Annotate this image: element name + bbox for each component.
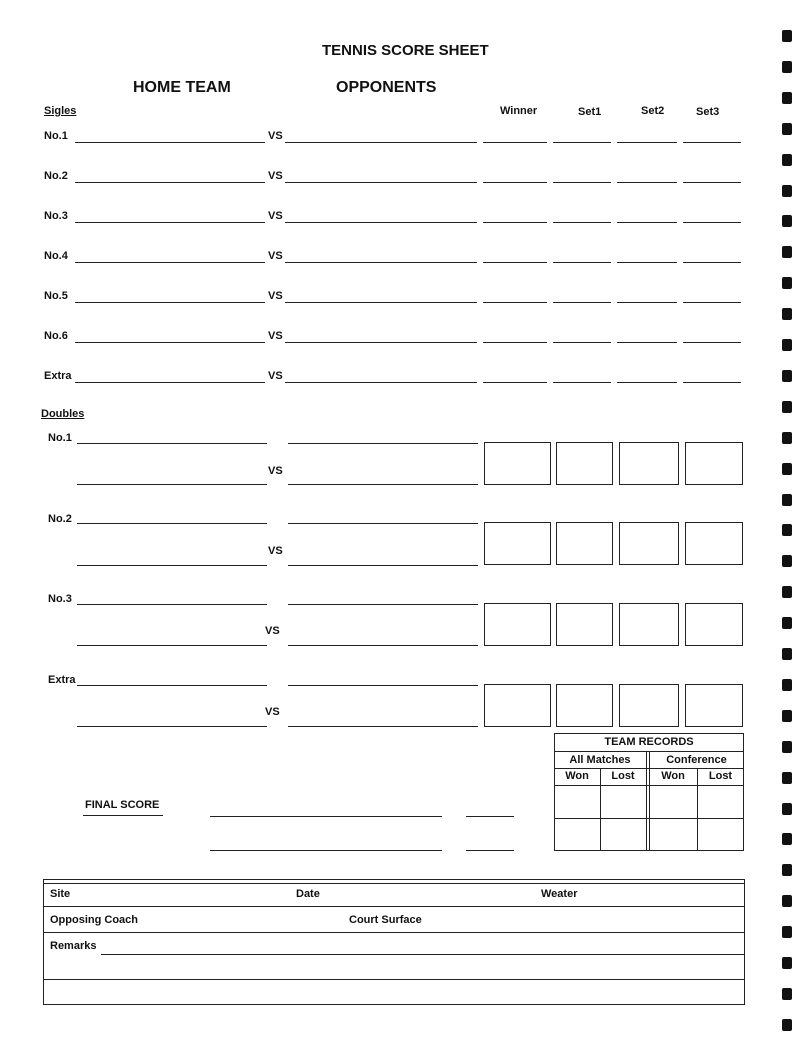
set2-line[interactable] [617,262,677,263]
divider [646,751,647,851]
binder-hole-mark [782,215,792,227]
final-opponent-score-line[interactable] [466,850,514,851]
set2-line[interactable] [617,142,677,143]
set1-line[interactable] [553,182,611,183]
binder-hole-mark [782,154,792,166]
remarks-label: Remarks [50,940,97,952]
opponent-player-line[interactable] [288,685,478,686]
binder-hole-mark [782,710,792,722]
doubles-row-label: Extra [48,674,76,686]
set3-box[interactable] [685,522,743,565]
binder-hole-mark [782,679,792,691]
final-score-underline [83,815,163,816]
binder-hole-mark [782,895,792,907]
vs-label: VS [265,625,280,637]
col-set2: Set2 [641,105,665,117]
home-player-line[interactable] [75,342,265,343]
set2-box[interactable] [619,442,679,485]
won-header: Won [565,770,589,782]
opponent-partner-line[interactable] [288,484,478,485]
opponent-player-line[interactable] [288,523,478,524]
binder-hole-mark [782,277,792,289]
singles-heading: Sigles [44,105,77,117]
won-header: Won [661,770,685,782]
vs-label: VS [268,130,283,142]
conf-lost-cell[interactable] [698,786,743,817]
set2-line[interactable] [617,382,677,383]
set1-box[interactable] [556,522,613,565]
home-partner-line[interactable] [77,484,267,485]
opponent-player-line[interactable] [285,222,477,223]
col-set1: Set1 [578,106,602,118]
set2-line[interactable] [617,302,677,303]
doubles-row-label: No.1 [48,432,72,444]
singles-row-label: Extra [44,370,72,382]
opponent-player-line[interactable] [285,182,477,183]
set1-line[interactable] [553,262,611,263]
vs-label: VS [268,330,283,342]
singles-row-label: No.6 [44,330,68,342]
binder-hole-mark [782,524,792,536]
home-player-line[interactable] [77,443,267,444]
set3-line[interactable] [683,382,741,383]
winner-box[interactable] [484,522,551,565]
vs-label: VS [268,465,283,477]
site-date-weather-field[interactable] [80,884,740,906]
winner-box[interactable] [484,603,551,646]
winner-box[interactable] [484,684,551,727]
set3-line[interactable] [683,302,741,303]
col-winner: Winner [500,105,538,117]
home-team-label: HOME TEAM [133,79,231,96]
set3-line[interactable] [683,142,741,143]
home-player-line[interactable] [75,262,265,263]
binder-hole-mark [782,463,792,475]
conf-won-cell[interactable] [650,786,696,817]
vs-label: VS [265,706,280,718]
singles-row-label: No.3 [44,210,68,222]
binder-hole-mark [782,741,792,753]
home-partner-line[interactable] [77,726,267,727]
all-lost-cell[interactable] [601,819,645,850]
set2-line[interactable] [617,222,677,223]
binder-hole-mark [782,185,792,197]
binder-hole-mark [782,92,792,104]
vs-label: VS [268,250,283,262]
opponent-player-line[interactable] [288,604,478,605]
binder-hole-mark [782,432,792,444]
binder-hole-mark [782,30,792,42]
set2-line[interactable] [617,342,677,343]
court-surface-label: Court Surface [349,914,422,926]
all-matches-label: All Matches [569,754,631,766]
opponent-player-line[interactable] [285,262,477,263]
set1-line[interactable] [553,342,611,343]
binder-hole-mark [782,61,792,73]
divider [43,932,745,933]
opponent-partner-line[interactable] [288,726,478,727]
final-score-label: FINAL SCORE [85,799,160,811]
winner-line[interactable] [483,262,547,263]
set3-line[interactable] [683,222,741,223]
set1-line[interactable] [553,382,611,383]
col-set3: Set3 [696,106,720,118]
vs-label: VS [268,545,283,557]
all-won-cell[interactable] [555,819,599,850]
conf-won-cell[interactable] [650,819,696,850]
binder-hole-mark [782,401,792,413]
singles-row-label: No.1 [44,130,68,142]
remarks-line[interactable] [43,979,745,980]
home-player-line[interactable] [77,523,267,524]
binder-hole-mark [782,339,792,351]
all-won-cell[interactable] [555,786,599,817]
binder-hole-mark [782,555,792,567]
opponent-player-line[interactable] [285,302,477,303]
set1-line[interactable] [553,142,611,143]
date-label: Date [296,888,320,900]
opposing-coach-label: Opposing Coach [50,914,138,926]
set2-box[interactable] [619,603,679,646]
set3-line[interactable] [683,262,741,263]
opponent-partner-line[interactable] [288,565,478,566]
lost-header: Lost [708,770,733,782]
set2-box[interactable] [619,684,679,727]
final-opponent-line[interactable] [210,850,442,851]
binder-hole-mark [782,586,792,598]
singles-row-label: No.4 [44,250,68,262]
binder-hole-mark [782,648,792,660]
set1-box[interactable] [556,603,613,646]
set3-box[interactable] [685,442,743,485]
doubles-row-label: No.2 [48,513,72,525]
home-player-line[interactable] [75,382,265,383]
winner-line[interactable] [483,182,547,183]
winner-line[interactable] [483,222,547,223]
binder-hole-mark [782,246,792,258]
conf-lost-cell[interactable] [698,819,743,850]
opponent-partner-line[interactable] [288,645,478,646]
winner-box[interactable] [484,442,551,485]
opponent-player-line[interactable] [285,382,477,383]
team-records-table [554,733,744,851]
home-partner-line[interactable] [77,565,267,566]
home-player-line[interactable] [75,302,265,303]
sheet-title: TENNIS SCORE SHEET [322,42,489,59]
set1-line[interactable] [553,302,611,303]
binder-hole-mark [782,988,792,1000]
home-partner-line[interactable] [77,645,267,646]
team-records-title: TEAM RECORDS [604,736,694,748]
set3-box[interactable] [685,684,743,727]
binder-hole-mark [782,494,792,506]
set1-box[interactable] [556,442,613,485]
binder-hole-mark [782,1019,792,1031]
opponent-player-line[interactable] [285,142,477,143]
final-home-line[interactable] [210,816,442,817]
remarks-line[interactable] [101,954,745,955]
binder-hole-mark [782,833,792,845]
set2-line[interactable] [617,182,677,183]
winner-line[interactable] [483,142,547,143]
vs-label: VS [268,290,283,302]
opponents-label: OPPONENTS [336,79,437,96]
home-player-line[interactable] [75,142,265,143]
binder-hole-mark [782,370,792,382]
binder-hole-mark [782,957,792,969]
singles-row-label: No.2 [44,170,68,182]
lost-header: Lost [611,770,635,782]
home-player-line[interactable] [75,182,265,183]
set1-box[interactable] [556,684,613,727]
set3-box[interactable] [685,603,743,646]
binder-hole-mark [782,123,792,135]
binder-hole-mark [782,864,792,876]
set3-line[interactable] [683,182,741,183]
conference-label: Conference [666,754,727,766]
opponent-player-line[interactable] [288,443,478,444]
home-player-line[interactable] [77,604,267,605]
winner-line[interactable] [483,382,547,383]
site-label: Site [50,888,71,900]
binder-hole-mark [782,926,792,938]
opponent-player-line[interactable] [285,342,477,343]
binder-hole-mark [782,772,792,784]
vs-label: VS [268,210,283,222]
home-player-line[interactable] [75,222,265,223]
coach-surface-field[interactable] [150,907,740,931]
winner-line[interactable] [483,302,547,303]
doubles-heading: Doubles [41,408,85,420]
set2-box[interactable] [619,522,679,565]
vs-label: VS [268,370,283,382]
binder-hole-mark [782,308,792,320]
doubles-row-label: No.3 [48,593,72,605]
binder-hole-mark [782,617,792,629]
set1-line[interactable] [553,222,611,223]
all-lost-cell[interactable] [601,786,645,817]
set3-line[interactable] [683,342,741,343]
weather-label: Weater [541,888,578,900]
vs-label: VS [268,170,283,182]
binder-hole-mark [782,803,792,815]
home-player-line[interactable] [77,685,267,686]
final-home-score-line[interactable] [466,816,514,817]
singles-row-label: No.5 [44,290,68,302]
winner-line[interactable] [483,342,547,343]
